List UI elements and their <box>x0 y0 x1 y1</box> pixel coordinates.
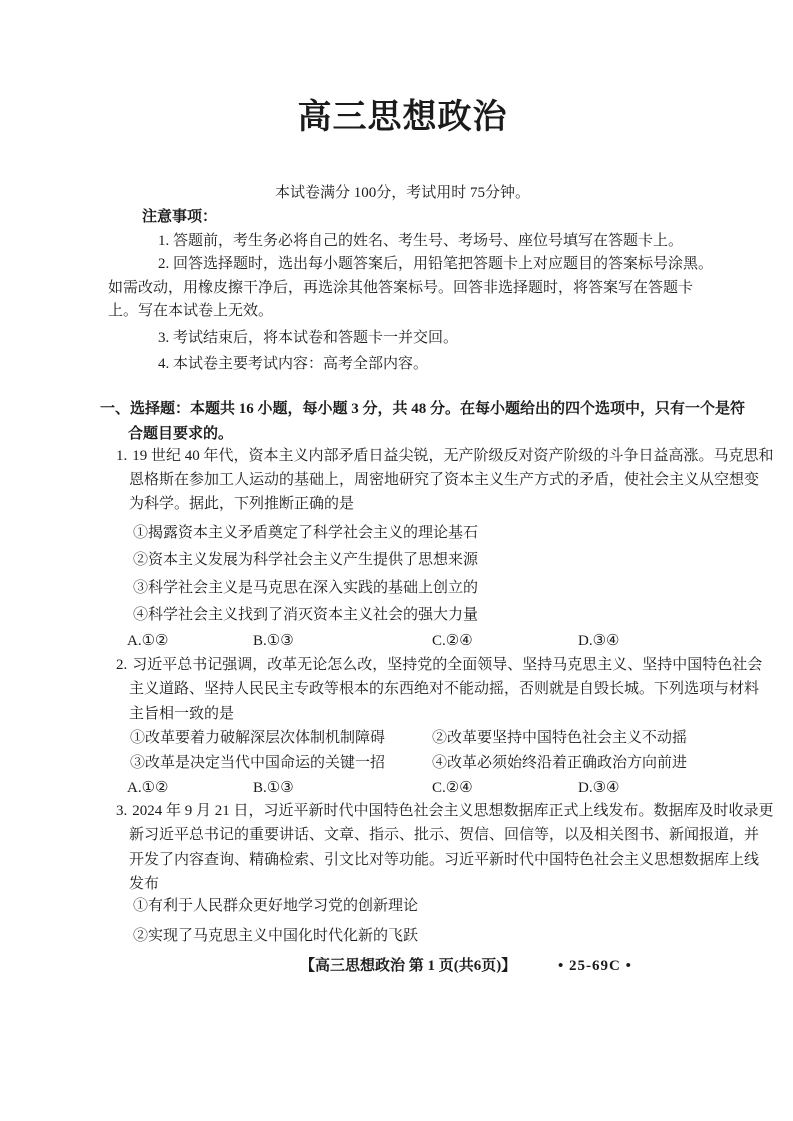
question-2-stem-line-2: 主义道路、坚持人民民主专政等根本的东西绝对不能动摇，否则就是自毁长城。下列选项与材料 <box>129 681 760 698</box>
question-2-option-4: ④改革必须始终沿着正确政治方向前进 <box>432 754 688 771</box>
question-2-option-3: ③改革是决定当代中国命运的关键一招 <box>130 754 386 771</box>
question-1-choice-a: A.①② <box>127 633 169 650</box>
section-header <box>100 397 746 446</box>
notices-section <box>100 206 714 377</box>
notices-label: 注意事项： <box>142 209 218 225</box>
question-1-stem-line-1 <box>116 444 774 468</box>
question-2-option-2: ②改革要坚持中国特色社会主义不动摇 <box>432 729 688 746</box>
question-1-option-2: ②资本主义发展为科学社会主义产生提供了思想来源 <box>133 552 479 569</box>
question-1-stem-text: 19 世纪 40 年代，资本主义内部矛盾日益尖锐，无产阶级反对资产阶级的斗争日益高涨。马克思和 <box>132 448 774 464</box>
question-2-choice-a: A.①② <box>127 779 169 796</box>
question-1-option-4: ④科学社会主义找到了消灭资本主义社会的强大力量 <box>133 606 479 623</box>
question-2-choice-c: C.②④ <box>432 779 473 796</box>
notice-item-3: 3. 考试结束后，将本试卷和答题卡一并交回。 <box>158 329 459 346</box>
question-2-number: 2. <box>116 657 128 673</box>
question-2-choice-b: B.①③ <box>253 779 294 796</box>
question-3-option-2: ②实现了马克思主义中国化时代化新的飞跃 <box>133 928 419 945</box>
question-2-option-row-1 <box>130 726 705 751</box>
notice-item-2-line-2: 如需改动，用橡皮擦干净后，再选涂其他答案标号。回答非选择题时，将答案写在答题卡 <box>108 279 694 296</box>
footer-paper-code: • 25-69C • <box>558 958 632 974</box>
question-1-option-1: ①揭露资本主义矛盾奠定了科学社会主义的理论基石 <box>133 525 479 541</box>
page-title: 高三思想政治 <box>297 99 508 136</box>
question-3-stem-line-1 <box>116 799 774 823</box>
question-1-stem-line-2: 恩格斯在参加工人运动的基础上，周密地研究了资本主义生产方式的矛盾，使社会主义从空想变 <box>129 472 760 488</box>
question-2-choice-d: D.③④ <box>578 779 620 796</box>
question-2 <box>100 653 763 800</box>
footer-page-label: 【高三思想政治 第 1 页(共6页)】 <box>300 958 517 974</box>
question-2-answer-row <box>127 776 705 800</box>
question-1 <box>100 444 774 653</box>
question-2-option-1: ①改革要着力破解深层次体制机制障碍 <box>130 729 386 746</box>
question-3-options <box>133 891 705 951</box>
question-1-options <box>133 520 705 629</box>
question-3-option-1: ①有利于人民群众更好地学习党的创新理论 <box>133 898 419 915</box>
question-1-number: 1. <box>116 448 128 464</box>
question-1-choice-b: B.①③ <box>253 633 294 650</box>
question-3-stem-text: 2024 年 9 月 21 日，习近平新时代中国特色社会主义思想数据库正式上线发布。数据库及时收录更 <box>132 803 774 819</box>
question-1-answer-row <box>127 629 705 653</box>
question-1-choice-d: D.③④ <box>578 633 620 650</box>
question-3-stem-line-4: 发布 <box>129 875 160 892</box>
question-2-stem-line-3: 主旨相一致的是 <box>129 705 235 722</box>
question-1-option-3: ③科学社会主义是马克思在深入实践的基础上创立的 <box>133 579 479 596</box>
question-2-stem-text: 习近平总书记强调，改革无论怎么改，坚持党的全面领导、坚持马克思主义、坚持中国特色社会 <box>132 657 763 673</box>
notice-item-4: 4. 本试卷主要考试内容：高考全部内容。 <box>158 356 429 372</box>
section-header-line-2: 合题目要求的。 <box>128 425 234 442</box>
question-3-number: 3. <box>116 803 128 819</box>
question-2-stem-line-1 <box>116 653 763 677</box>
notice-item-2-line-1: 2. 回答选择题时，选出每小题答案后，用铅笔把答题卡上对应题目的答案标号涂黑。 <box>158 256 714 272</box>
exam-meta: 本试卷满分 100分，考试用时 75分钟。 <box>274 185 530 201</box>
question-3-stem-line-2: 新习近平总书记的重要讲话、文章、指示、批示、贺信、回信等，以及相关图书、新闻报道，并 <box>129 827 760 844</box>
notice-item-1: 1. 答题前，考生务必将自己的姓名、考生号、考场号、座位号填写在答题卡上。 <box>158 232 684 249</box>
question-2-option-row-2 <box>130 751 705 776</box>
question-1-stem-line-3: 为科学。据此，下列推断正确的是 <box>129 496 355 512</box>
question-3 <box>100 799 774 951</box>
question-3-stem-line-3: 开发了内容查询、精确检索、引文比对等功能。习近平新时代中国特色社会主义思想数据库上线 <box>129 851 760 868</box>
question-1-choice-c: C.②④ <box>432 633 473 650</box>
notice-item-2-line-3: 上。写在本试卷上无效。 <box>108 303 274 319</box>
section-header-line-1: 一、选择题：本题共 16 小题，每小题 3 分，共 48 分。在每小题给出的四个选项中，只有一个是符 <box>100 401 746 417</box>
